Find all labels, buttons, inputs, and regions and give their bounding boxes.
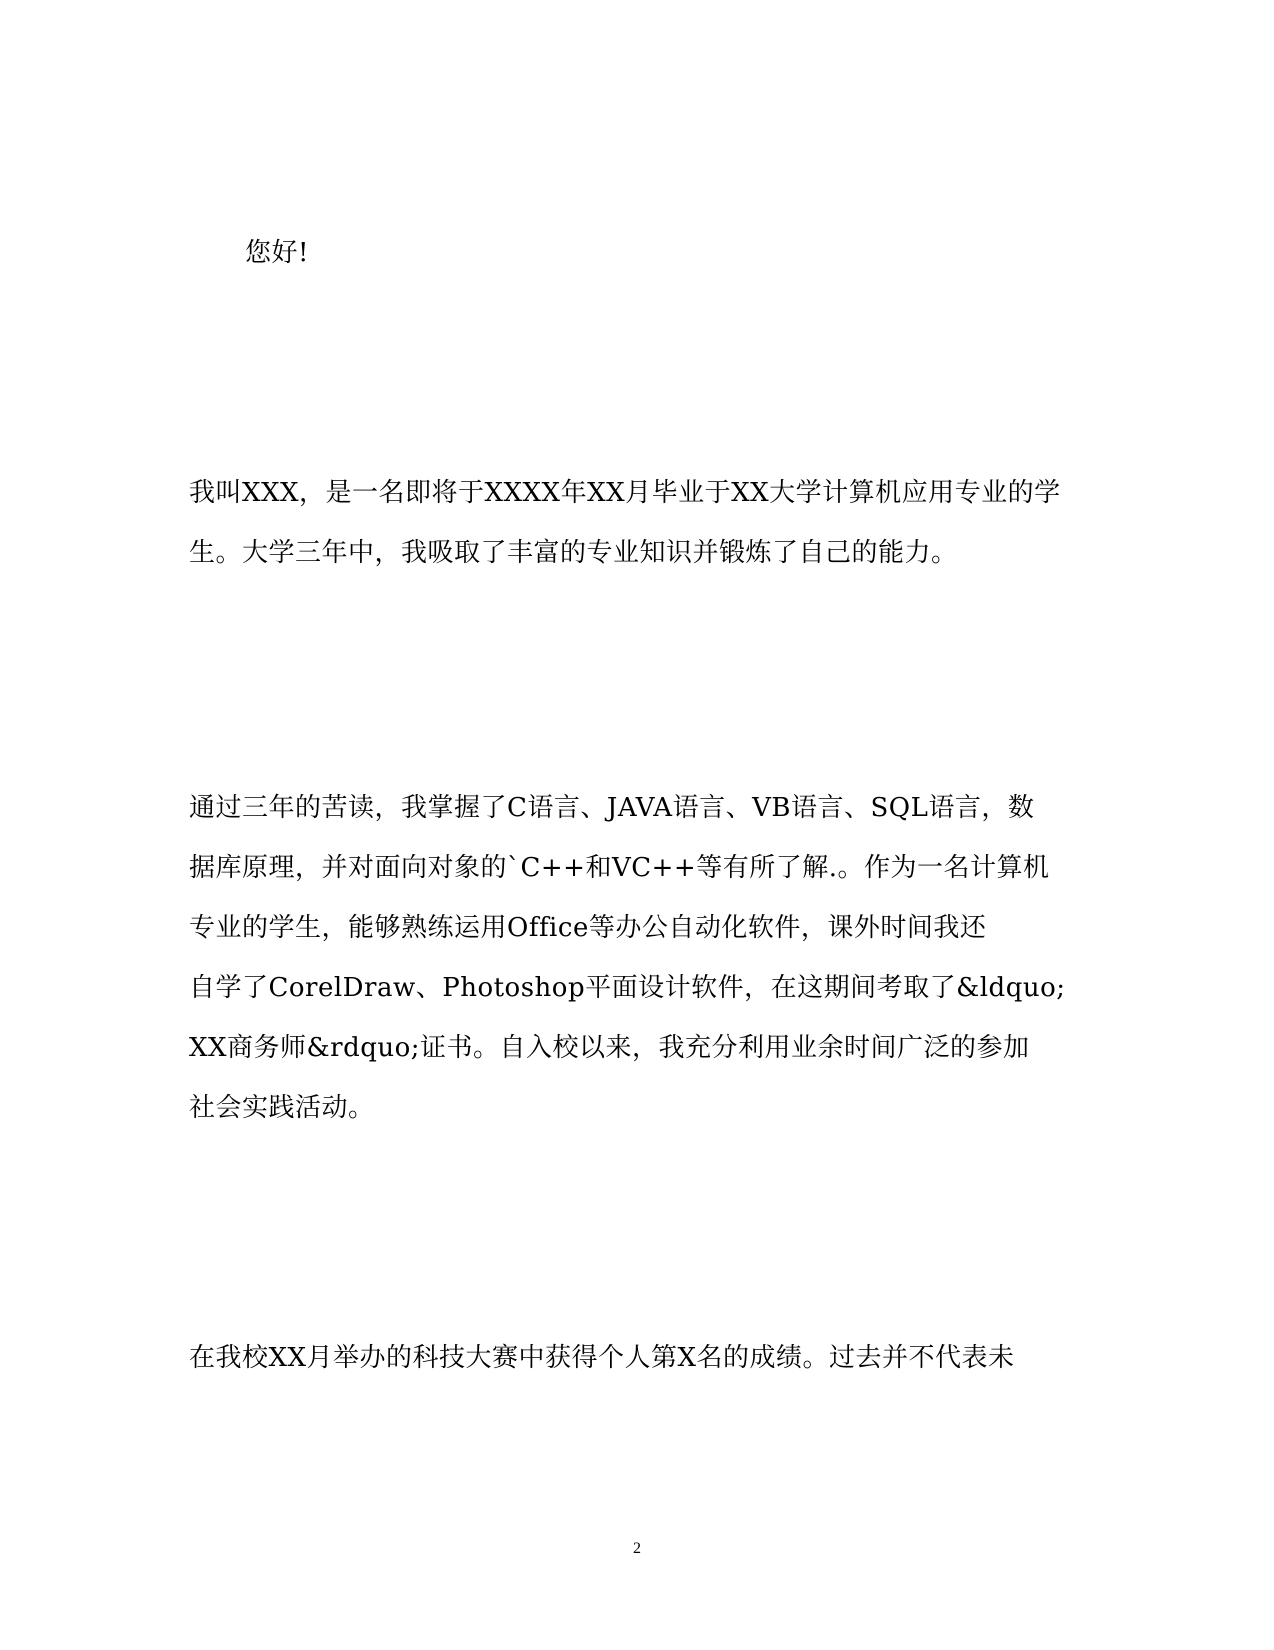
paragraph-1-line-1: 我叫XXX，是一名即将于XXXX年XX月毕业于XX大学计算机应用专业的学 <box>189 478 1061 508</box>
paragraph-2-line-4: 自学了CorelDraw、Photoshop平面设计软件，在这期间考取了&ldquo; <box>189 973 1066 1003</box>
paragraph-2-line-5: XX商务师&rdquo;证书。自入校以来，我充分利用业余时间广泛的参加 <box>189 1033 1030 1063</box>
paragraph-2-line-1: 通过三年的苦读，我掌握了C语言、JAVA语言、VB语言、SQL语言，数 <box>189 793 1035 823</box>
paragraph-3-line-1: 在我校XX月举办的科技大赛中获得个人第X名的成绩。过去并不代表未 <box>189 1343 1015 1373</box>
paragraph-1-line-2: 生。大学三年中，我吸取了丰富的专业知识并锻炼了自己的能力。 <box>189 538 958 568</box>
paragraph-2-line-2: 据库原理，并对面向对象的`C++和VC++等有所了解.。作为一名计算机 <box>189 853 1050 883</box>
greeting-line: 您好! <box>245 238 309 268</box>
paragraph-2-line-3: 专业的学生，能够熟练运用Office等办公自动化软件，课外时间我还 <box>189 913 987 943</box>
page-number: 2 <box>633 1540 641 1557</box>
paragraph-2-line-6: 社会实践活动。 <box>189 1093 375 1123</box>
